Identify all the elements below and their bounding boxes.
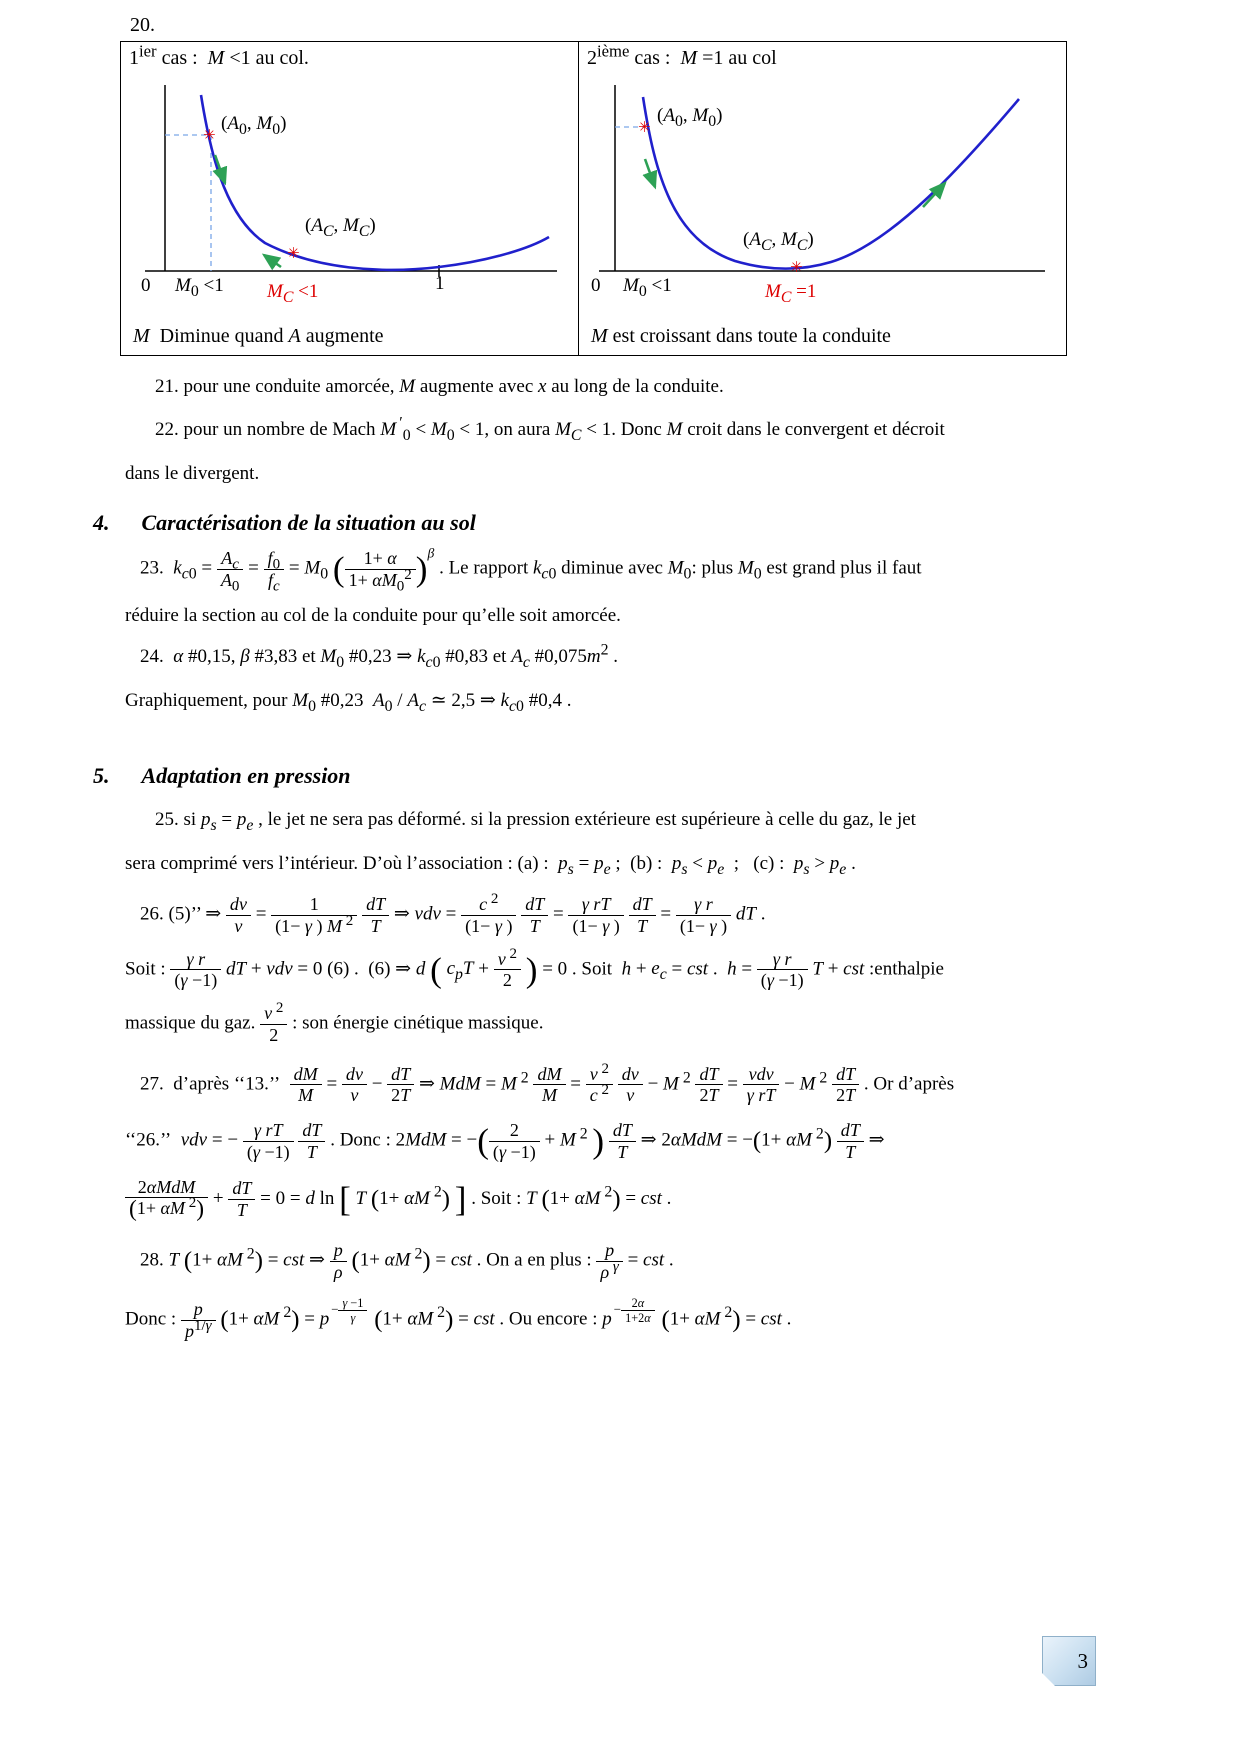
paragraph-21: 21. pour une conduite amorcée, M augmente avec x au long de la conduite. (155, 376, 724, 397)
case-2-graph (587, 75, 1060, 323)
point-marker-ac: ✳ (790, 258, 803, 276)
paragraph-26-line1: 26. (5)’’ ⇒ $\frac{dv}{v}$ = $\frac{1}{(1- \gamma ) M ^2}$ $\frac{dT}{T}$ ⇒ vdv = $\frac{c ^2}{(1- \gamma )}$ $\frac{dT}{T}$ = $\frac{\text{γ rT}}{(1- \gamma )}$ $\frac{dT}{T}$ = $\frac{\text{γ r}}{(1- \gamma )}$ dT . (140, 890, 766, 936)
tick-one-label: 1 (435, 273, 445, 294)
point-label-acmc: ($A_C$, $M_C$) (305, 215, 376, 240)
paragraph-26-line2: Soit : $\frac{\text{γ r}}{(\gamma -1)}$ dT + vdv = 0 (6) . (6) ⇒ d ( $c_pT$ + $\frac{v ^2}{2}$ ) = 0 . Soit $h + e_c$ = cst . h = $\frac{\text{γ r}}{(\gamma -1)}$ T + cst :enthalpie (125, 945, 944, 991)
origin-label: 0 (591, 275, 601, 296)
case-2-header: 2ième cas : M =1 au col (587, 41, 777, 69)
paragraph-26-line3: massique du gaz. $\frac{v ^2}{2}$ : son énergie cinétique massique. (125, 999, 544, 1045)
dashed-projection-lines (165, 135, 211, 271)
xlabel-m0: $M_0 <1$ (175, 275, 224, 300)
section-4-heading (93, 510, 1200, 536)
flow-arrow-icon (645, 159, 655, 187)
figure-case-2 (579, 42, 1066, 355)
paragraph-23-line2: réduire la section au col de la conduite pour qu’elle soit amorcée. (125, 604, 621, 626)
xlabel-mc: $M_C =1$ (765, 281, 817, 306)
xlabel-mc: $M_C <1$ (267, 281, 319, 306)
paragraph-28-line2: Donc : $\frac{p}{p^{1/\gamma}}$ (1+ αM $^2$) = p − $\frac{\gamma -1}{\gamma}$ (1+ αM $^2$) = cst . Ou encore : p − $\frac{2\alpha}{1+2\alpha}$ (1+ αM $^2$) = cst . (125, 1296, 792, 1342)
paragraph-27-line2: ‘‘26.’’ vdv = − $\frac{\text{γ rT}}{(\gamma -1)}$ $\frac{dT}{T}$ . Donc : 2MdM = −( $\frac{2}{(\gamma -1)}$ + M $^2$ ) $\frac{dT}{T}$ ⇒ 2αMdM = −(1+ αM $^2$) $\frac{dT}{T}$ ⇒ (125, 1120, 885, 1162)
item-20-label: 20. (130, 14, 155, 36)
case-1-plot (129, 75, 569, 289)
figure-case-1 (121, 42, 579, 355)
paragraph-25-line2: sera comprimé vers l’intérieur. D’où l’association : (a) : $p_s = p_e$ ; (b) : $p_s < p_e$ ; (c) : $p_s > p_e$ . (125, 852, 856, 878)
paragraph-24-line1: 24. α #0,15, β #3,83 et $M_0$ #0,23 ⇒ $k_{c0}$ #0,83 et $A_c$ $\#0,075m^2$ . (140, 641, 618, 672)
page-number: 3 (1077, 1648, 1088, 1673)
section-4-number: 4. (93, 510, 110, 536)
section-5-number: 5. (93, 763, 110, 789)
xlabel-m0: $M_0 <1$ (623, 275, 672, 300)
point-marker-a0: ✳ (203, 126, 216, 144)
page-number-tab (1042, 1636, 1096, 1686)
section-5-heading (93, 763, 1200, 789)
origin-label: 0 (141, 275, 151, 296)
section-5-title: Adaptation en pression (141, 763, 351, 789)
paragraph-24-line2: Graphiquement, pour $M_0$ #0,23 $A_0 / A_c$ ≃ 2,5 ⇒ $k_{c0}$ #0,4 . (125, 689, 572, 715)
case-1-header: $1^{ier}$ cas : M <1 au col. (129, 41, 309, 69)
flow-arrow-icon (923, 183, 945, 207)
paragraph-27-line1: 27. d’après ‘‘13.’’ $\frac{dM}{M}$ = $\frac{dv}{v}$ − $\frac{dT}{2T}$ ⇒ MdM = M $^2$ $\frac{dM}{M}$ = $\frac{v ^2}{c ^2}$ $\frac{dv}{v}$ − M $^2$ $\frac{dT}{2T}$ = vdv γ rT − M $^2$ $\frac{dT}{2T}$ . Or d’après (140, 1060, 955, 1106)
figure-box (120, 41, 1067, 356)
paragraph-25-line1: 25. si $p_s = p_e$ , le jet ne sera pas déformé. si la pression extérieure est supérieure à celle du gaz, le jet (155, 809, 916, 834)
point-marker-ac: ✳ (287, 244, 300, 262)
axes (145, 85, 557, 271)
paragraph-28-line1: 28. T (1+ αM $^2$) = cst ⇒ $\frac{p}{\rho}$ (1+ αM $^2$) = cst . On a en plus : $\frac{p}{\rho ^\gamma}$ = cst . (140, 1239, 674, 1282)
point-label-a0m0: ($A_0$, $M_0$) (657, 105, 723, 130)
paragraph-22-line1: 22. pour un nombre de Mach M $'_0 < M_0 < 1$, on aura $M_C < 1$. Donc M croit dans le convergent et décroit (155, 415, 945, 445)
paragraph-27-line3: 2αMdM (1+ αM $^2$) + $\frac{dT}{T}$ = 0 = d ln [ T (1+ αM $^2$) ] . Soit : T (1+ αM $^2$) = cst . (125, 1177, 1206, 1222)
paragraph-23-line1: 23. $k_{c0}$ = $\frac{A_c}{A_0}$ = $\frac{f_0}{f_c}$ = $M_0$ ( $\frac{1+ \alpha}{1+ \alpha M_0^2}$ )$^\beta$ . Le rapport $k_{c0}$ diminue avec $M_0$: plus $M_0$ est grand plus il faut (140, 545, 922, 595)
section-4-title: Caractérisation de la situation au sol (141, 510, 476, 536)
page-tab-fold-icon (1042, 1673, 1055, 1686)
point-marker-a0: ✳ (638, 118, 651, 136)
point-label-a0m0: ($A_0$, $M_0$) (221, 113, 287, 138)
case-2-caption: M est croissant dans toute la conduite (591, 325, 891, 347)
flow-arrow-icon (264, 255, 281, 267)
case-1-caption: M Diminue quand A augmente (133, 325, 384, 347)
paragraph-22-line2: dans le divergent. (125, 462, 260, 484)
case-1-graph (129, 75, 572, 323)
point-label-acmc: ($A_C$, $M_C$) (743, 229, 814, 254)
